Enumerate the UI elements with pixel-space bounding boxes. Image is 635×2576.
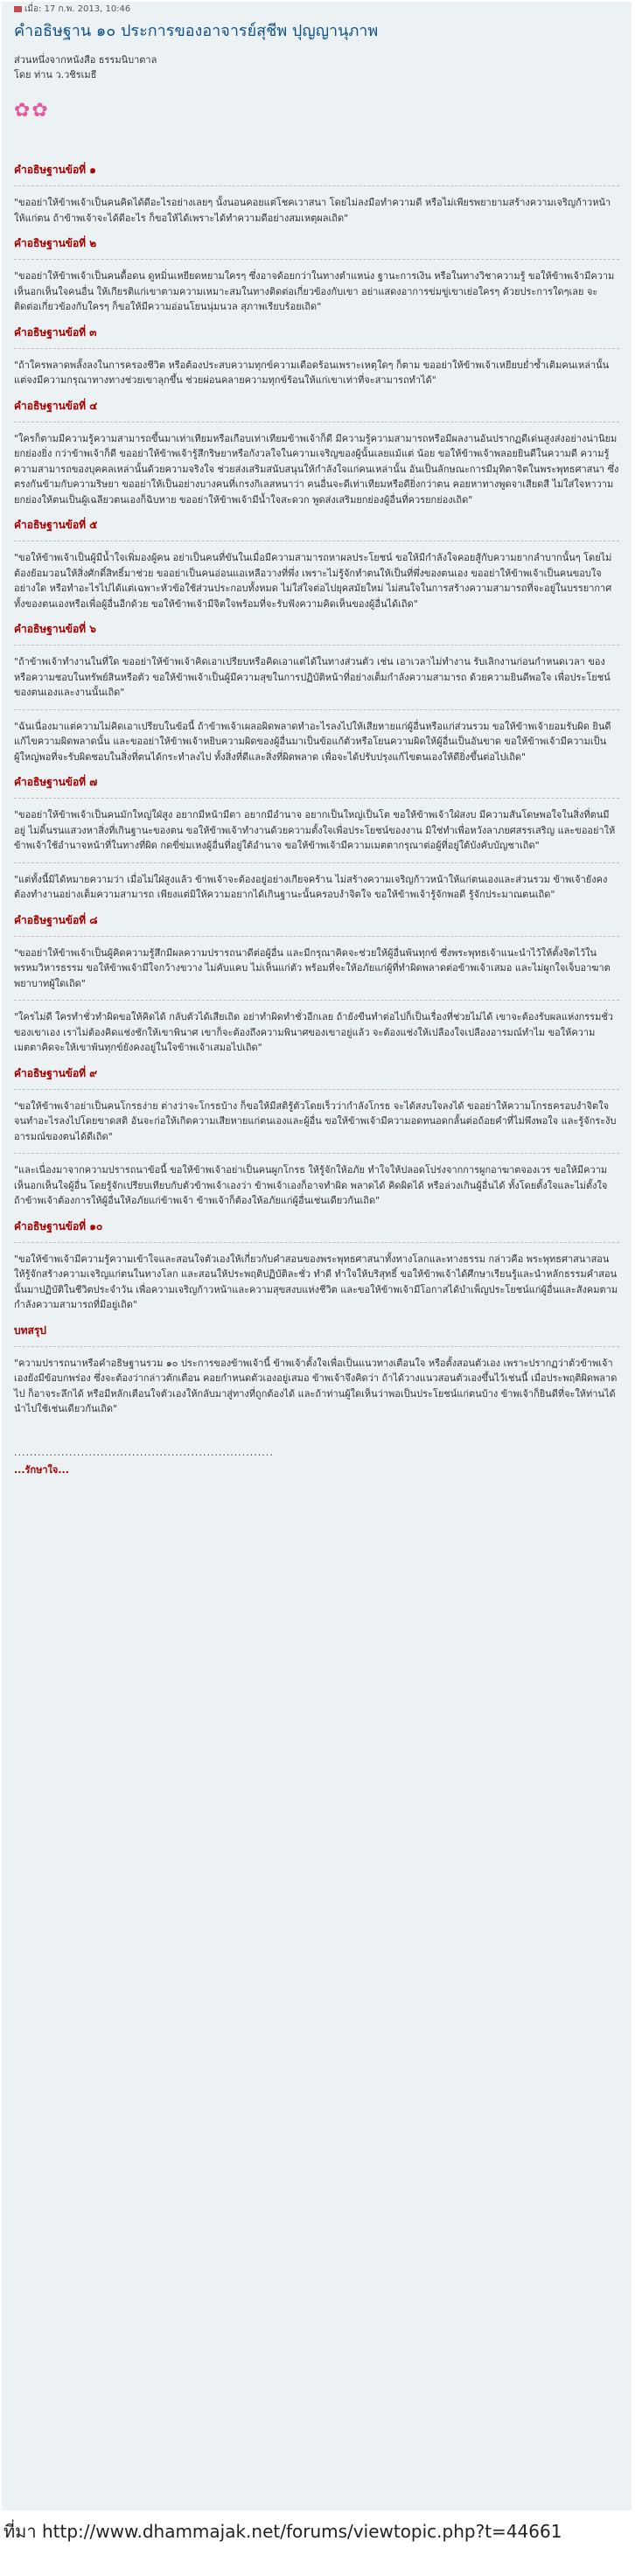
section-gap [14, 1313, 619, 1323]
section-paragraph: "ขออย่าให้ข้าพเจ้าเป็นคนดื้อดน ดูหมิ่นเหยียดหยามใครๆ ซึ่งอาจด้อยกว่าในทางตำแหน่ง ฐานะการเงิน หรือในทางวิชาความรู้ ขอให้ข้าพเจ้ามีความเห็นอกเห็นใจคนอื่น ให้เกียรติแก่เขาตามความเหมาะสมในทางติดต่อเกี่ยวข้องกับเขา อย่าแสดงอาการข่มขู่เขาเย่อใครๆ ด้วยประการใดๆเลย จะติดต่อเกี่ยวข้องกับใครๆ ก็ขอให้มีความอ่อนโยนนุ่มนวล สุภาพเรียบร้อยเถิด" [14, 270, 615, 312]
post-meta [14, 2, 619, 17]
section-paragraph: "ขออย่าให้ข้าพเจ้าเป็นคนคิดได้ดีอะไรอย่างเลยๆ นั้งนอนคอยแต่โชคเวาสนา โดยไม่ลงมือทำความดี หรือไม่เพียรพยายามสร้างความเจริญก้าวหน้าให้แก่ตน ถ้าข้าพเจ้าจะได้ดีอะไร ก็ขอให้ได้เพราะได้ทำความดีอย่างสมเหตุผลเถิด" [14, 197, 611, 224]
dashed-divider [14, 348, 619, 349]
section-gap [14, 388, 619, 399]
section-heading: บทสรุป [14, 1323, 46, 1337]
section-gap [14, 764, 619, 775]
section-heading: คำอธิษฐานข้อที่ ๘ [14, 913, 98, 926]
dashed-divider [14, 862, 619, 863]
section-paragraph: "ขอให้ข้าพเจ้าอย่าเป็นคนโกรธง่าย ต่างว่าจะโกรธบ้าง ก็ขอให้มีสติรู้ตัวโดยเร็วว่ากำลังโกรธ จะได้สงบใจลงได้ ขออย่าให้ความโกรธครอบงำจิตใจจนทำอะไรลงไปโดยขาดสติ อันจะก่อให้เกิดความเสียหายแก่ตนเองและผู้อื่น ขอให้ข้าพเจ้ามีความอดทนอดกลั้นต่อถ้อยคำที่ไม่พึงพอใจ และรู้จักระงับอารมณ์ของตนได้ดีเถิด" [14, 1100, 617, 1142]
dashed-divider [14, 936, 619, 937]
section-heading: คำอธิษฐานข้อที่ ๑ [14, 164, 96, 176]
dashed-divider [14, 1346, 619, 1347]
section-heading: คำอธิษฐานข้อที่ ๔ [14, 399, 98, 412]
intro-line: ส่วนหนึ่งจากหนังสือ ธรรมนิบาตาล [14, 54, 157, 66]
dashed-divider [14, 1000, 619, 1001]
intro-line: โดย ท่าน ว.วชิรเมธี [14, 69, 97, 80]
dotted-separator: .................................................................. [14, 1446, 274, 1458]
dashed-divider [14, 645, 619, 646]
section-paragraph: "ความปรารถนาหรือคำอธิษฐานรวม ๑๐ ประการของข้าพเจ้านี้ ข้าพเจ้าตั้งใจเพื่อเป็นแนวทางเตือนใจ หรือตั้งสอนตัวเอง เพราะปรากฏว่าตัวข้าพเจ้าเองยังมีข้อบกพร่อง ซึ่งจะต้องว่ากล่าวตักเตือน คอยกำหนดตัวเองอยู่เสมอ ข้าพเจ้าจึงคิดว่า ถ้าได้วางแนวสอนตัวเองขึ้นไว้เช่นนี้ เมื่อประพฤติผิดพลาดไป ก็อาจระลึกได้ หรือมีหลักเตือนใจตัวเองให้กลับมาสู่ทางที่ถูกต้องได้ และถ้าท่านผู้ใดเห็นว่าพอเป็นประโยชน์แก่ตนบ้าง ข้าพเจ้าก็ยินดีที่จะให้ท่านได้นำไปใช้เช่นเดียวกันเถิด" [14, 1357, 618, 1414]
section-gap [14, 611, 619, 622]
section-heading: คำอธิษฐานข้อที่ ๓ [14, 325, 97, 339]
section-heading: คำอธิษฐานข้อที่ ๒ [14, 237, 97, 249]
section-heading: คำอธิษฐานข้อที่ ๙ [14, 1066, 98, 1079]
dashed-divider [14, 1242, 619, 1243]
closing-text: ...รักษาใจ... [14, 1463, 69, 1476]
source-url[interactable]: ที่มา http://www.dhammajak.net/forums/viewtopic.php?t=44661 [3, 2521, 562, 2542]
section-paragraph: "และเนื่องมาจากความปรารถนาข้อนี้ ขอให้ข้าพเจ้าอย่าเป็นคนผูกโกรธ ให้รู้จักให้อภัย ทำใจให้ปลอดโปร่งจากการผูกอาฆาตจองเวร ขอให้มีความเห็นอกเห็นใจผู้อื่น โดยรู้จักเปรียบเทียบกับตัวข้าพเจ้าเองว่า ข้าพเจ้าเองก็อาจทำผิด พลาดได้ คิดผิดได้ หรือล่วงเกินผู้อื่นได้ ทั้งโดยตั้งใจและไม่ตั้งใจ ถ้าข้าพเจ้าต้องการให้ผู้อื่นให้อภัยแก่ข้าพเจ้า ข้าพเจ้าก็ต้องให้อภัยแก่ผู้อื่นเช่นเดียวกันเถิด" [14, 1164, 608, 1206]
dashed-divider [14, 1153, 619, 1154]
post-date: เมื่อ: 17 ก.พ. 2013, 10:46 [24, 4, 131, 14]
section-heading: คำอธิษฐานข้อที่ ๖ [14, 623, 96, 635]
dashed-divider [14, 1089, 619, 1090]
section-paragraph: "ใครก็ตามมีความรู้ความสามารถขึ้นมาเท่าเทียมหรือเกือบเท่าเทียมข้าพเจ้าก็ดี มีความรู้ความสามารถหรือมีผลงานอันปรากฏดีเด่นสูงส่งอย่างน่านิยมยกย่องยิ่ง กว่าข้าพเจ้าก็ดี ขออย่าให้ข้าพเจ้ารู้สึกริษยาหรือกังวลใจในความเจริญของผู้นั้นเลยแม้แต่ น้อย ขอให้ข้าพเจ้าพลอยยินดีในความดี ความรู้ ความสามารถของบุคคลเหล่านั้นด้วยความจริงใจ ช่วยส่งเสริมสนับสนุนให้กำลังใจแก่คนเหล่านั้น อันเป็นลักษณะการมีมุทิตาจิตในพระพุทธศาสนา ซึ่งตรงกันข้ามกับความริษยา ขออย่าให้เป็นอย่างบางคนที่เกรงกิเลสหนาว่า คนอื่นจะดีเท่าเทียมหรือดียิ่งกว่าตน คอยหาทางพูดจาเสียดสี ไม่ใส่ใจหาวามยกย่องให้ตนเป็นผู้เฉลียวตนเองก็ฉิบหาย ขออย่าให้ข้าพเจ้ามีน้ำใจสะดวก พูดส่งเสริมยกย่องผู้อื่นที่ควรยกย่องเถิด" [14, 432, 619, 506]
prayer-sections [14, 163, 619, 1428]
section-paragraph: "ฉันเนื่องมาแต่ความไม่คิดเอาเปรียบในข้อนี้ ถ้าข้าพเจ้าเผลอผิดพลาดทำอะไรลงไปให้เสียหายแก่ผู้อื่นหรือแก่ส่วนรวม ขอให้ข้าพเจ้ายอมรับผิด ยินดีแก้ไขความผิดพลาดนั้น และขออย่าให้ข้าพเจ้าหยิบความผิดของผู้อื่นมาเป็นข้อแก้ตัวหรือโยนความผิดให้ผู้อื่นเป็นอันขาด ขอให้ข้าพเจ้ามีความเป็นผู้ใหญ่พอที่จะรับผิดชอบในสิ่งที่ตนได้กระทำลงไป ทั้งสิ่งที่ดีและสิ่งที่ผิดพลาด เพื่อจะได้ปรับปรุงแก้ไขตนเองให้ดียิ่งขึ้นต่อไปเถิด" [14, 720, 611, 763]
section-gap [14, 1209, 619, 1219]
flower-icon: ✿✿ [14, 100, 50, 122]
section-paragraph: "ถ้าข้าพเจ้าทำงานในที่ใด ขออย่าให้ข้าพเจ้าคิดเอาเปรียบหรือคิดเอาแต่ได้ในทางส่วนตัว เช่น เอาเวลาไม่ทำงาน รับเลิกงานก่อนกำหนดเวลา ของหรือความชอบในทรัพย์สินหรือตัว ขอให้ข้าพเจ้าเป็นผู้มีความสุขในการปฏิบัติหน้าที่อย่างเต็มกำลังความสามารถ ด้วยความยินดีพอใจ เพื่อประโยชน์ของตนเองและงานนั้นเถิด" [14, 656, 611, 698]
section-gap [14, 226, 619, 236]
dashed-divider [14, 185, 619, 186]
section-paragraph: "ขออย่าให้ข้าพเจ้าเป็นคนมักใหญ่ใฝ่สูง อยากมีหน้ามีตา อยากมีอำนาจ อยากเป็นใหญ่เป็นโต ขอให้ข้าพเจ้าใฝ่สงบ มีความสันโดษพอใจในสิ่งที่ตนมีอยู่ ไม่ดิ้นรนแสวงหาสิ่งที่เกินฐานะของตน ขอให้ข้าพเจ้าทำงานด้วยความตั้งใจเพื่อประโยชน์ของงาน มิใช่ทำเพื่อหวังลาภยศสรรเสริญ และขออย่าให้ข้าพเจ้าใช้อำนาจหน้าที่ในทางที่ผิด กดขี่ข่มเหงผู้อื่นที่อยู่ใต้อำนาจ ขอให้ข้าพเจ้ามีความเมตตากรุณาต่อผู้ที่อยู่ใต้บังคับบัญชาเถิด" [14, 809, 616, 851]
section-gap [14, 1417, 619, 1428]
dashed-divider [14, 798, 619, 799]
section-gap [14, 315, 619, 325]
post-icon [14, 6, 22, 12]
section-gap [14, 1056, 619, 1066]
section-gap [14, 507, 619, 518]
forum-post [2, 2, 632, 2510]
section-heading: คำอธิษฐานข้อที่ ๕ [14, 519, 98, 531]
section-heading: คำอธิษฐานข้อที่ ๑๐ [14, 1219, 103, 1232]
section-paragraph: "ถ้าใครพลาดพลั้งลงในการครองชีวิต หรือต้องประสบความทุกข์ความเดือดร้อนเพราะเหตุใดๆ ก็ตาม ขออย่าให้ข้าพเจ้าเหยียบย่ำซ้ำเติมคนเหล่านั้น แต่จงมีความกรุณาทางทางช่วยเขาลุกขึ้น ช่วยผ่อนคลายความทุกข์ร้อนให้แก่เขาเท่าที่จะสามารถทำได้" [14, 359, 610, 386]
post-title[interactable]: คำอธิษฐาน ๑๐ ประการของอาจารย์สุชีพ ปุญญานุภาพ [14, 22, 379, 40]
section-paragraph: "ใครไม่ดี ใครทำชั่วทำผิดขอให้คิดได้ กลับตัวได้เสียเถิด อย่าทำผิดทำชั่วอีกเลย ถ้ายังขืนทำต่อไปก็เป็นเรื่องที่ช่วยไม่ได้ เขาจะต้องรับผลแห่งกรรมชั่วของเขาเอง เราไม่ต้องคิดแช่งชักให้เขาพินาศ เขาก็จะต้องถึงความพินาศของเขาอยู่แล้ว จะต้องแช่งให้เปลืองใจเปลืองอารมณ์ทำไม ขอให้ความเมตตาคิดจะให้เขาพ้นทุกข์ยังคงอยู่ในใจข้าพเจ้าเสมอไปเถิด" [14, 1011, 613, 1053]
section-heading: คำอธิษฐานข้อที่ ๗ [14, 776, 98, 788]
section-gap [14, 903, 619, 913]
section-paragraph: "ขอให้ข้าพเจ้ามีความรู้ความเข้าใจและสอนใจตัวเองให้เกี่ยวกับคำสอนของพระพุทธศาสนาทั้งทางโลกและทางธรรม กล่าวคือ พระพุทธศาสนาสอนให้รู้จักสร้างความเจริญแก่ตนในทางโลก และสอนให้ประพฤติปฏิบัติละชั่ว ทำดี ทำใจให้บริสุทธิ์ ขอให้ข้าพเจ้าได้ศึกษาเรียนรู้และนำหลักธรรมคำสอนนั้นมาปฏิบัติในชีวิตประจำวัน เพื่อความเจริญก้าวหน้าและความสุขสงบแห่งชีวิต และขอให้ข้าพเจ้ามีโอกาสได้บำเพ็ญประโยชน์แก่ผู้อื่นและสังคมตามกำลังความสามารถที่มีอยู่เถิด" [14, 1253, 618, 1310]
dashed-divider [14, 259, 619, 260]
section-paragraph: "ขอให้ข้าพเจ้าเป็นผู้มีน้ำใจเพิ่มองผู้คน อย่าเป็นคนที่ขันในเมื่อมีความสามารถหาผลประโยชน์ ขอให้มีกำลังใจคอยสู้กับความยากลำบากนั้นๆ โดยไม่ต้องย้อมวอนให้สิ่งศักดิ์สิทธิ์มาช่วย ขออย่าเป็นคนอ่อนแอเหลือวางที่พึ่ง เพราะไม่รู้จักทำตนให้เป็นที่พึ่งของตนเอง ขออย่าให้ข้าพเจ้าเป็นคนขอบใจอย่างใด หรือทำอะไรไปได้แต่เฉพาะหัวข้อใช้ส่วนประกอบทั้งหมด ไม่ใส่ใจต่อไปยุคสมัยใหม่ ไม่สนใจในการสร้างความสามารถที่จะอยู่ในบรรยากาศทั้งของตนเองหรือเพื่อผู้อื่นอีกด้วย ขอให้ข้าพเจ้ามีจิตใจพร้อมที่จะรับฟังความคิดเห็นของผู้อื่นได้เถิด" [14, 552, 612, 610]
dashed-divider [14, 709, 619, 710]
section-paragraph: "แต่ทั้งนี้มิได้หมายความว่า เมื่อไม่ใฝ่สูงแล้ว ข้าพเจ้าจะต้องอยู่อย่างเกียจคร้าน ไม่สร้างความเจริญก้าวหน้าให้แก่ตนเองและส่วนรวม ข้าพเจ้ายังคงต้องทำงานอย่างเต็มความสามารถ เพียงแต่มิให้ความอยากได้เกินฐานะนั้นครอบงำจิตใจ ขอให้ข้าพเจ้ารู้จักพอดี รู้จักประมาณตนเถิด" [14, 873, 608, 900]
section-paragraph: "ขออย่าให้ข้าพเจ้าเป็นผู้คิดความรู้สึกมีผลความปรารถนาดีต่อผู้อื่น และมีกรุณาคิดจะช่วยให้ผู้อื่นพ้นทุกข์ ซึ่งพระพุทธเจ้าแนะนำไว้ให้ตั้งจิตไว้ในพรหมวิหารธรรม ขอให้ข้าพเจ้ามีใจกว้างขวาง ไม่คับแคบ ไม่เห็นแก่ตัว พร้อมที่จะให้อภัยแก่ผู้ที่ทำผิดพลาดต่อข้าพเจ้าเสมอ และไม่ผูกใจเจ็บอาฆาตพยาบาทผู้ใดเถิด" [14, 946, 611, 989]
